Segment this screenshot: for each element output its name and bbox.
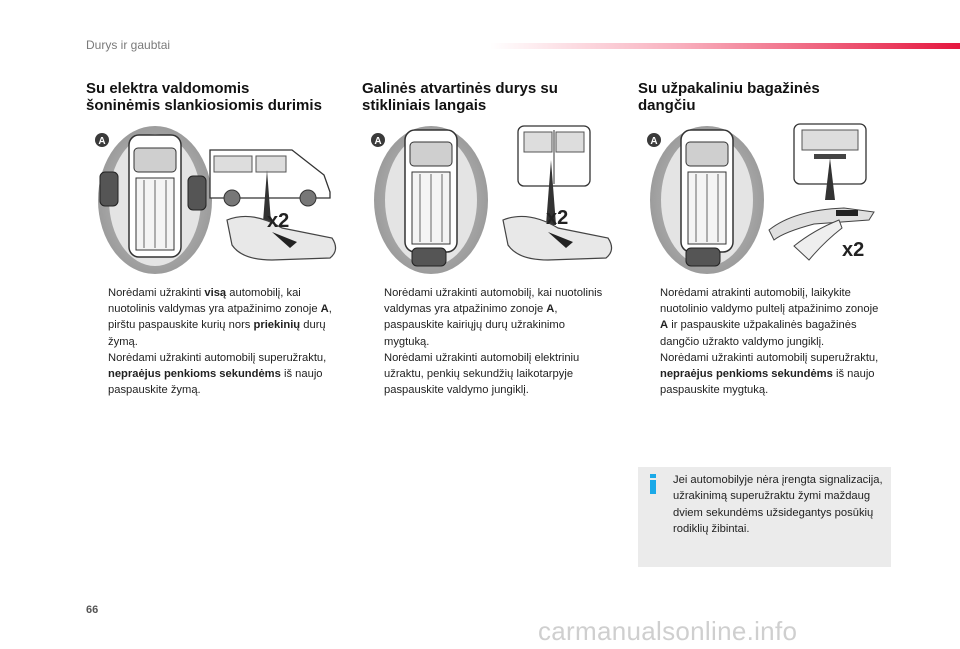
van-top-view-icon — [405, 130, 457, 252]
tailgate-illustration — [644, 120, 906, 280]
header-accent-bar — [490, 43, 960, 49]
instruction-item: Norėdami užrakinti visą automobilį, kai nuotolinis valdymas yra atpažinimo zonoje A, pirštu paspauskite kurių nors priekinių durų žymą. — [108, 287, 332, 348]
press-twice-label: x2 — [267, 210, 290, 232]
instruction-item: Norėdami užrakinti automobilį elektriniu užraktu, penkių sekundžių laikotarpyje paspauskite valdymo jungiklį. — [384, 351, 580, 397]
column-3-title — [638, 80, 820, 114]
watermark: carmanualsonline.info — [538, 616, 798, 646]
instruction-item: Norėdami užrakinti automobilį superužraktu, nepraėjus penkioms sekundėms iš naujo paspauskite žymą. — [108, 351, 327, 397]
zone-a-label: A — [374, 136, 382, 147]
zone-a-label: A — [650, 136, 658, 147]
van-rear-view-icon — [518, 126, 590, 186]
column-3-instructions — [638, 285, 888, 398]
column-2-title-line2: stikliniais langais — [362, 97, 487, 114]
column-1-title — [86, 80, 322, 114]
key-fob-icon — [412, 248, 446, 266]
column-1-title-line1: Su elektra valdomomis — [86, 80, 250, 97]
instruction-item: Norėdami užrakinti automobilį, kai nuotolinis valdymas yra atpažinimo zonoje A, paspauskite kairiųjų durų užrakinimo mygtuką. — [384, 287, 603, 348]
column-2-instructions — [362, 285, 612, 398]
column-1-instructions — [86, 285, 336, 398]
info-text: Jei automobilyje nėra įrengta signalizacija, užrakinimą superužraktu žymi maždaug dviem sekundėms užsidegantys posūkių rodiklių žibintai. — [673, 474, 883, 535]
instruction-item: Norėdami atrakinti automobilį, laikykite nuotolinio valdymo pultelį atpažinimo zonoje A ir paspauskite užpakalinės bagažinės dangčio užrakto valdymo jungiklį. — [660, 287, 879, 348]
info-icon — [648, 474, 658, 494]
sliding-door-illustration — [92, 120, 354, 280]
column-3-title-line1: Su užpakaliniu bagažinės — [638, 80, 820, 97]
instruction-item: Norėdami užrakinti automobilį superužraktu, nepraėjus penkioms sekundėms iš naujo paspauskite mygtuką. — [660, 351, 879, 397]
column-2-title-line1: Galinės atvartinės durys su — [362, 80, 558, 97]
column-3-title-line2: dangčiu — [638, 97, 696, 114]
press-twice-label: x2 — [842, 239, 865, 261]
key-fob-icon — [686, 248, 720, 266]
column-2-title — [362, 80, 558, 114]
zone-a-label: A — [98, 136, 106, 147]
section-title: Durys ir gaubtai — [86, 38, 171, 52]
van-top-view-icon — [681, 130, 733, 252]
rear-doors-illustration — [368, 120, 630, 280]
van-side-view-icon — [210, 150, 330, 206]
van-top-view-icon — [129, 135, 181, 257]
page-number: 66 — [86, 604, 99, 616]
column-1-title-line2: šoninėmis slankiosiomis durimis — [86, 97, 322, 114]
press-twice-label: x2 — [546, 207, 569, 229]
